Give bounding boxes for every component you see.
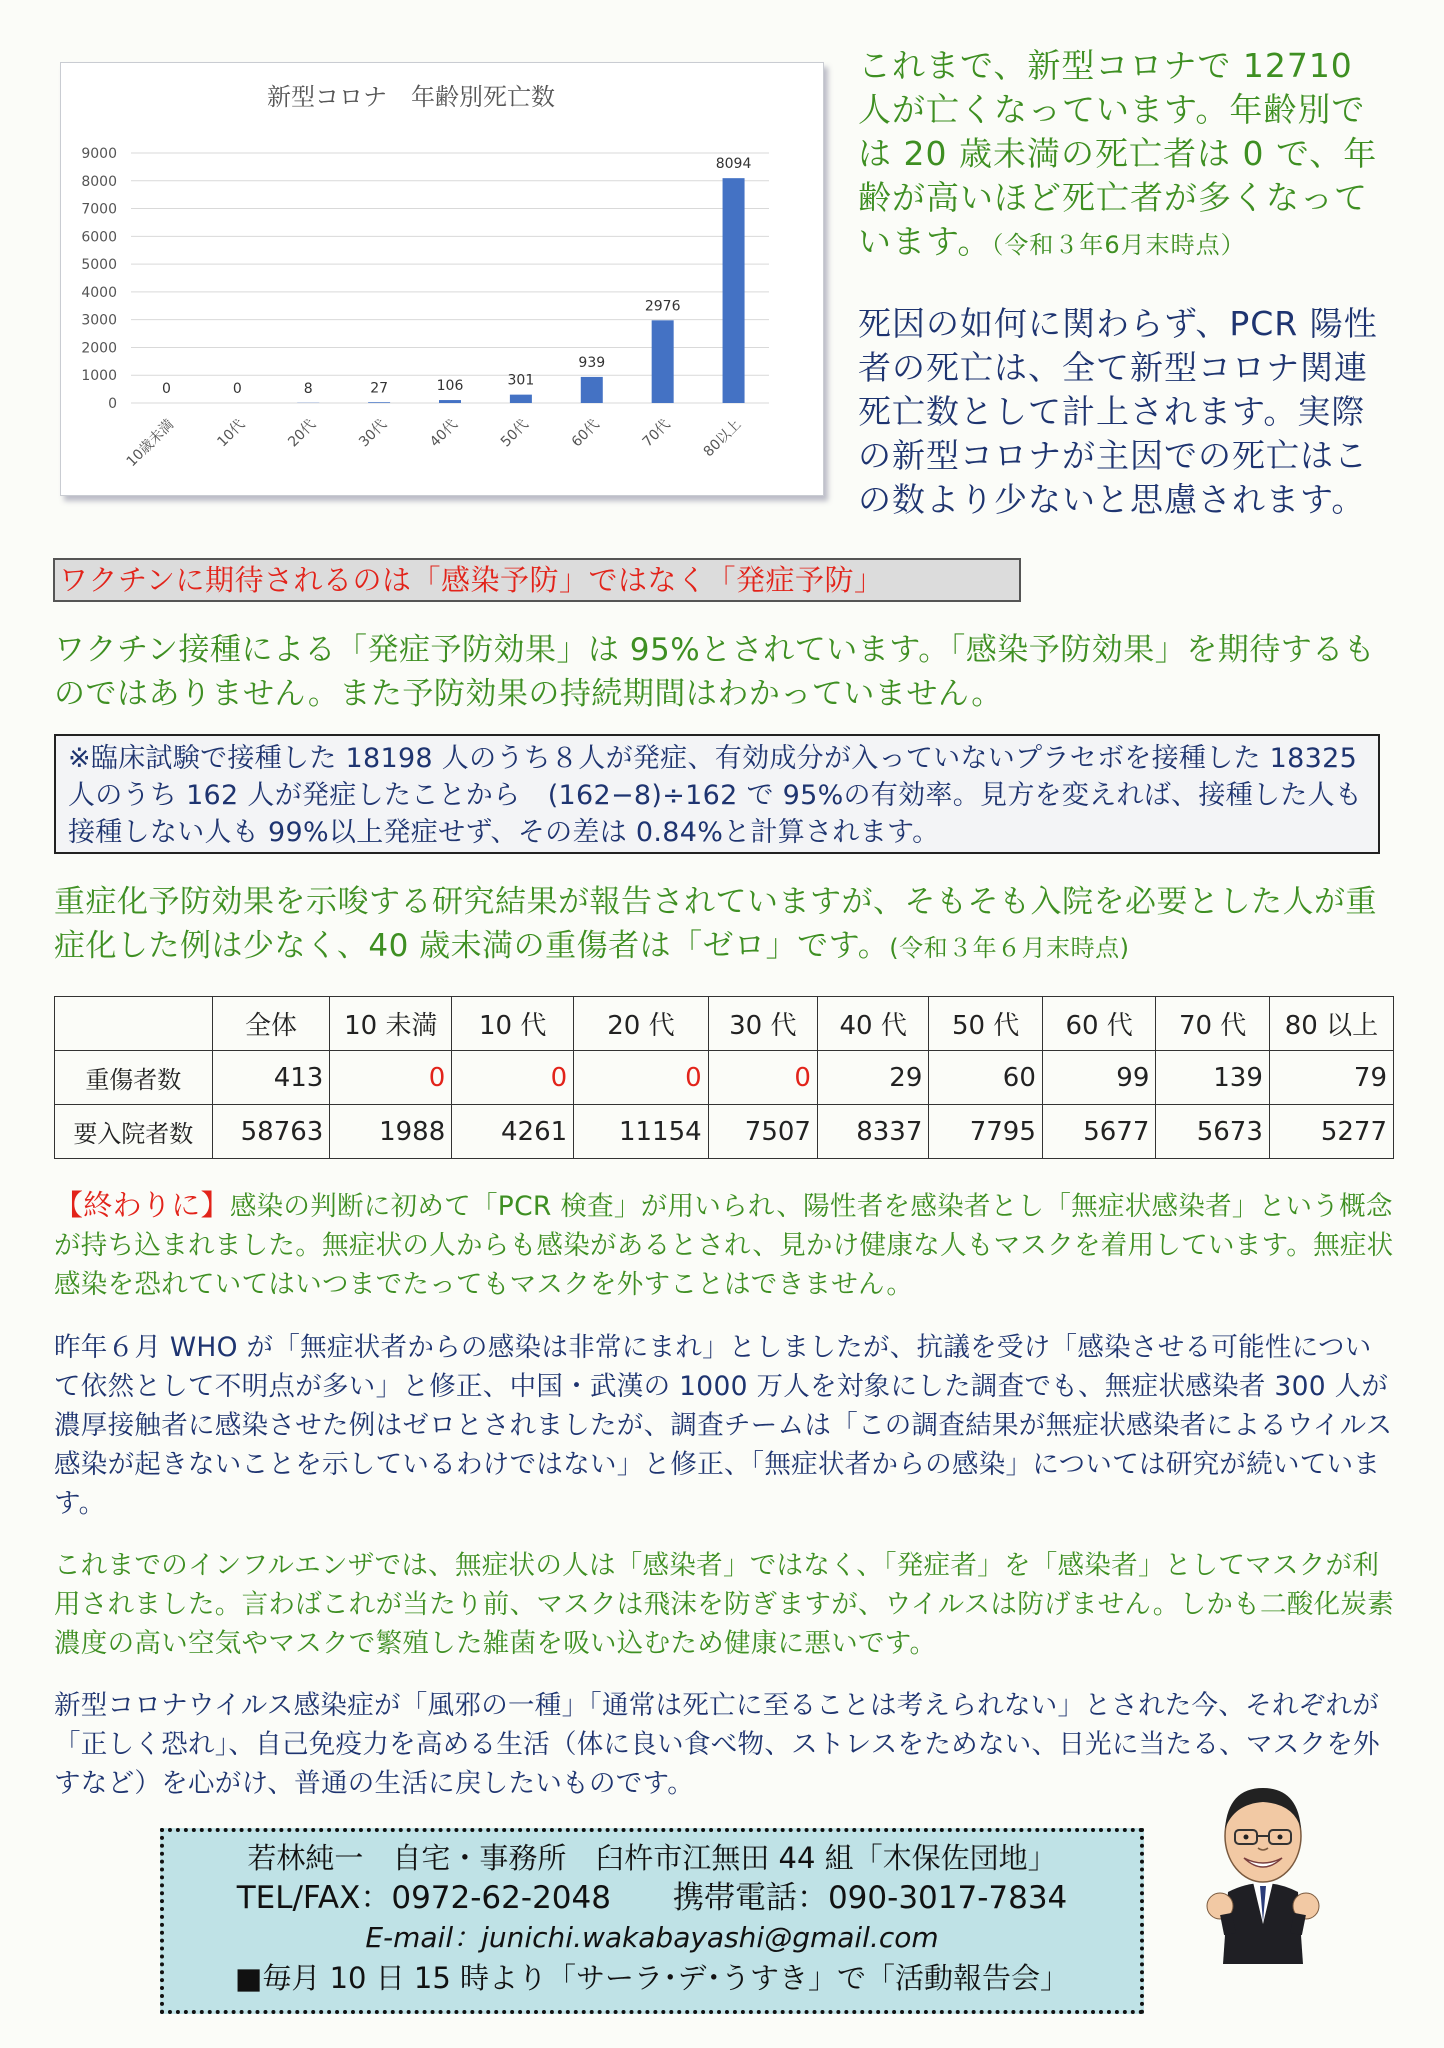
table-cell: 0 (330, 1051, 452, 1105)
who-paragraph: 昨年６月 WHO が「無症状者からの感染は非常にまれ」としましたが、抗議を受け「感染させる可能性について依然として不明点が多い」と修正、中国・武漢の 1000 万人を対象にした調査でも、無症状感染者 300 人が濃厚接触者に感染させた例はゼロとされましたが、調査チームは「この調査結果が無症状感染者によるウイルス感染が起きないことを示しているわけではない」と修正、「無症状者からの感染」については研究が続いています。 (54, 1332, 1393, 1519)
table-header-cell: 70 代 (1156, 997, 1270, 1051)
data-label: 301 (507, 372, 535, 389)
data-label: 0 (232, 381, 242, 397)
data-label: 0 (161, 381, 171, 397)
author-portrait-illustration (1198, 1774, 1328, 1964)
x-tick-label: 60代 (568, 416, 603, 451)
bar-8 (723, 178, 745, 403)
x-tick-label: 40代 (427, 416, 461, 451)
table-cell: 4261 (452, 1105, 574, 1159)
death-chart (61, 63, 823, 495)
table-cell: 0 (708, 1051, 817, 1105)
bar-3 (368, 402, 390, 403)
final-paragraph: 新型コロナウイルス感染症が「風邪の一種」「通常は死亡に至ることは考えられない」とされた今、それぞれが「正しく恐れ」、自己免疫力を高める生活（体に良い食べ物、ストレスをためない、日光に当たる、マスクを外すなど）を心がけ、普通の生活に戻したいものです。 (54, 1690, 1380, 1799)
clinical-trial-note: ※臨床試験で接種した 18198 人のうち８人が発症、有効成分が入っていないプラセボを接種した 18325 人のうち 162 人が発症したことから (162−8)÷162 で 95%の有効率。見方を変えれば、接種した人も接種しない人も 99%以上発症せず、その差は 0.84%と計算されます。 (54, 734, 1380, 854)
ending-text: 感染の判断に初めて「PCR 検査」が用いられ、陽性者を感染者とし「無症状感染者」という概念が持ち込まれました。無症状の人からも感染があるとされ、見かけ健康な人もマスクを着用しています。無症状感染を恐れていてはいつまでたってもマスクを外すことはできません。 (54, 1191, 1394, 1300)
table-cell: 413 (212, 1051, 330, 1105)
table-cell: 7507 (708, 1105, 817, 1159)
x-tick-label: 10歳未満 (123, 416, 178, 471)
y-tick-label: 6000 (81, 229, 117, 246)
table-row-label: 要入院者数 (55, 1105, 213, 1159)
table-cell: 29 (817, 1051, 928, 1105)
intro-date-note: （令和３年6月末時点） (991, 231, 1246, 259)
y-tick-label: 4000 (81, 284, 117, 301)
table-cell: 7795 (929, 1105, 1043, 1159)
contact-box (160, 1828, 1144, 2014)
severe-text: 重症化予防効果を示唆する研究結果が報告されていますが、そもそも入院を必要とした人が重症化した例は少なく、40 歳未満の重傷者は「ゼロ」です。 (54, 884, 1377, 964)
intro-text: これまで、新型コロナで 12710 人が亡くなっています。年齢別では 20 歳未満の死亡者は 0 で、年齢が高いほど死亡者が多くなっています。 (858, 46, 1378, 261)
table-header-cell: 10 未満 (330, 997, 452, 1051)
x-tick-label: 10代 (214, 416, 249, 451)
y-tick-label: 5000 (81, 257, 117, 274)
chart-title: 新型コロナ 年齢別死亡数 (267, 83, 555, 111)
table-cell: 11154 (574, 1105, 709, 1159)
vaccine-heading: ワクチンに期待されるのは「感染予防」ではなく「発症予防」 (53, 558, 1021, 602)
table-cell: 0 (452, 1051, 574, 1105)
table-cell: 5277 (1269, 1105, 1393, 1159)
table-cell: 58763 (212, 1105, 330, 1159)
data-label: 8094 (715, 156, 752, 173)
table-row (55, 1051, 1394, 1105)
table-header-cell (55, 997, 213, 1051)
x-tick-label: 20代 (285, 416, 320, 451)
vaccine-paragraph: ワクチン接種による「発症予防効果」は 95%とされています。「感染予防効果」を期待するものではありません。また予防効果の持続期間はわかっていません。 (54, 632, 1376, 712)
table-cell: 0 (574, 1051, 709, 1105)
table-header-cell: 全体 (212, 997, 330, 1051)
x-tick-label: 70代 (639, 416, 674, 451)
intro-paragraph-pcr: 死因の如何に関わらず、PCR 陽性者の死亡は、全て新型コロナ関連死亡数として計上されます。実際の新型コロナが主因での死亡はこの数より少ないと思慮されます。 (858, 304, 1378, 519)
y-tick-label: 3000 (81, 312, 117, 329)
x-tick-label: 50代 (497, 416, 532, 451)
table-cell: 8337 (817, 1105, 928, 1159)
table-cell: 139 (1156, 1051, 1270, 1105)
bar-4 (439, 400, 461, 403)
intro-paragraph-deaths (858, 44, 1398, 267)
data-label: 106 (436, 378, 464, 395)
data-label: 8 (303, 380, 313, 397)
table-header-cell: 20 代 (574, 997, 709, 1051)
y-tick-label: 8000 (81, 173, 117, 190)
ending-paragraph (54, 1186, 1394, 1304)
x-tick-label: 80以上 (700, 416, 745, 461)
table-row (55, 1105, 1394, 1159)
table-header-cell: 10 代 (452, 997, 574, 1051)
y-tick-label: 2000 (81, 340, 117, 357)
bar-7 (652, 320, 674, 403)
table-cell: 79 (1269, 1051, 1393, 1105)
table-header-cell: 50 代 (929, 997, 1043, 1051)
table-header-cell: 40 代 (817, 997, 928, 1051)
y-tick-label: 7000 (81, 201, 117, 218)
table-cell: 99 (1042, 1051, 1156, 1105)
table-header-cell: 80 以上 (1269, 997, 1393, 1051)
bar-5 (510, 395, 532, 403)
table-cell: 60 (929, 1051, 1043, 1105)
death-chart-card (60, 62, 824, 496)
table-cell: 5673 (1156, 1105, 1270, 1159)
y-tick-label: 0 (108, 396, 117, 412)
severe-date-note: (令和３年６月末時点) (889, 934, 1130, 962)
influenza-paragraph: これまでのインフルエンザでは、無症状の人は「感染者」ではなく、「発症者」を「感染者」としてマスクが利用されました。言わばこれが当たり前、マスクは飛沫を防ぎますが、ウイルスは防げません。しかも二酸化炭素濃度の高い空気やマスクで繁殖した雑菌を吸い込むため健康に悪いです。 (54, 1550, 1394, 1659)
x-tick-label: 30代 (356, 416, 390, 451)
contact-phone: TEL/FAX：0972-62-2048 携帯電話：090-3017-7834 (236, 1880, 1068, 1916)
bar-6 (581, 377, 603, 403)
severe-paragraph (54, 880, 1404, 970)
table-cell: 1988 (330, 1105, 452, 1159)
contact-meeting: ■毎月 10 日 15 時より「サーラ･デ･うすき」で「活動報告会」 (234, 1961, 1070, 1995)
hospitalization-table (54, 996, 1394, 1159)
data-label: 939 (578, 354, 606, 371)
y-tick-label: 9000 (81, 146, 117, 162)
ending-lead: 【終わりに】 (54, 1188, 230, 1222)
table-header-row (55, 997, 1394, 1051)
contact-address: 若林純一 自宅・事務所 臼杵市江無田 44 組「木保佐団地」 (247, 1841, 1057, 1875)
contact-email: E-mail：junichi.wakabayashi@gmail.com (365, 1921, 939, 1954)
data-label: 27 (370, 380, 389, 397)
data-label: 2976 (644, 298, 681, 315)
table-cell: 5677 (1042, 1105, 1156, 1159)
table-header-cell: 30 代 (708, 997, 817, 1051)
y-tick-label: 1000 (81, 368, 117, 385)
table-header-cell: 60 代 (1042, 997, 1156, 1051)
table-row-label: 重傷者数 (55, 1051, 213, 1105)
